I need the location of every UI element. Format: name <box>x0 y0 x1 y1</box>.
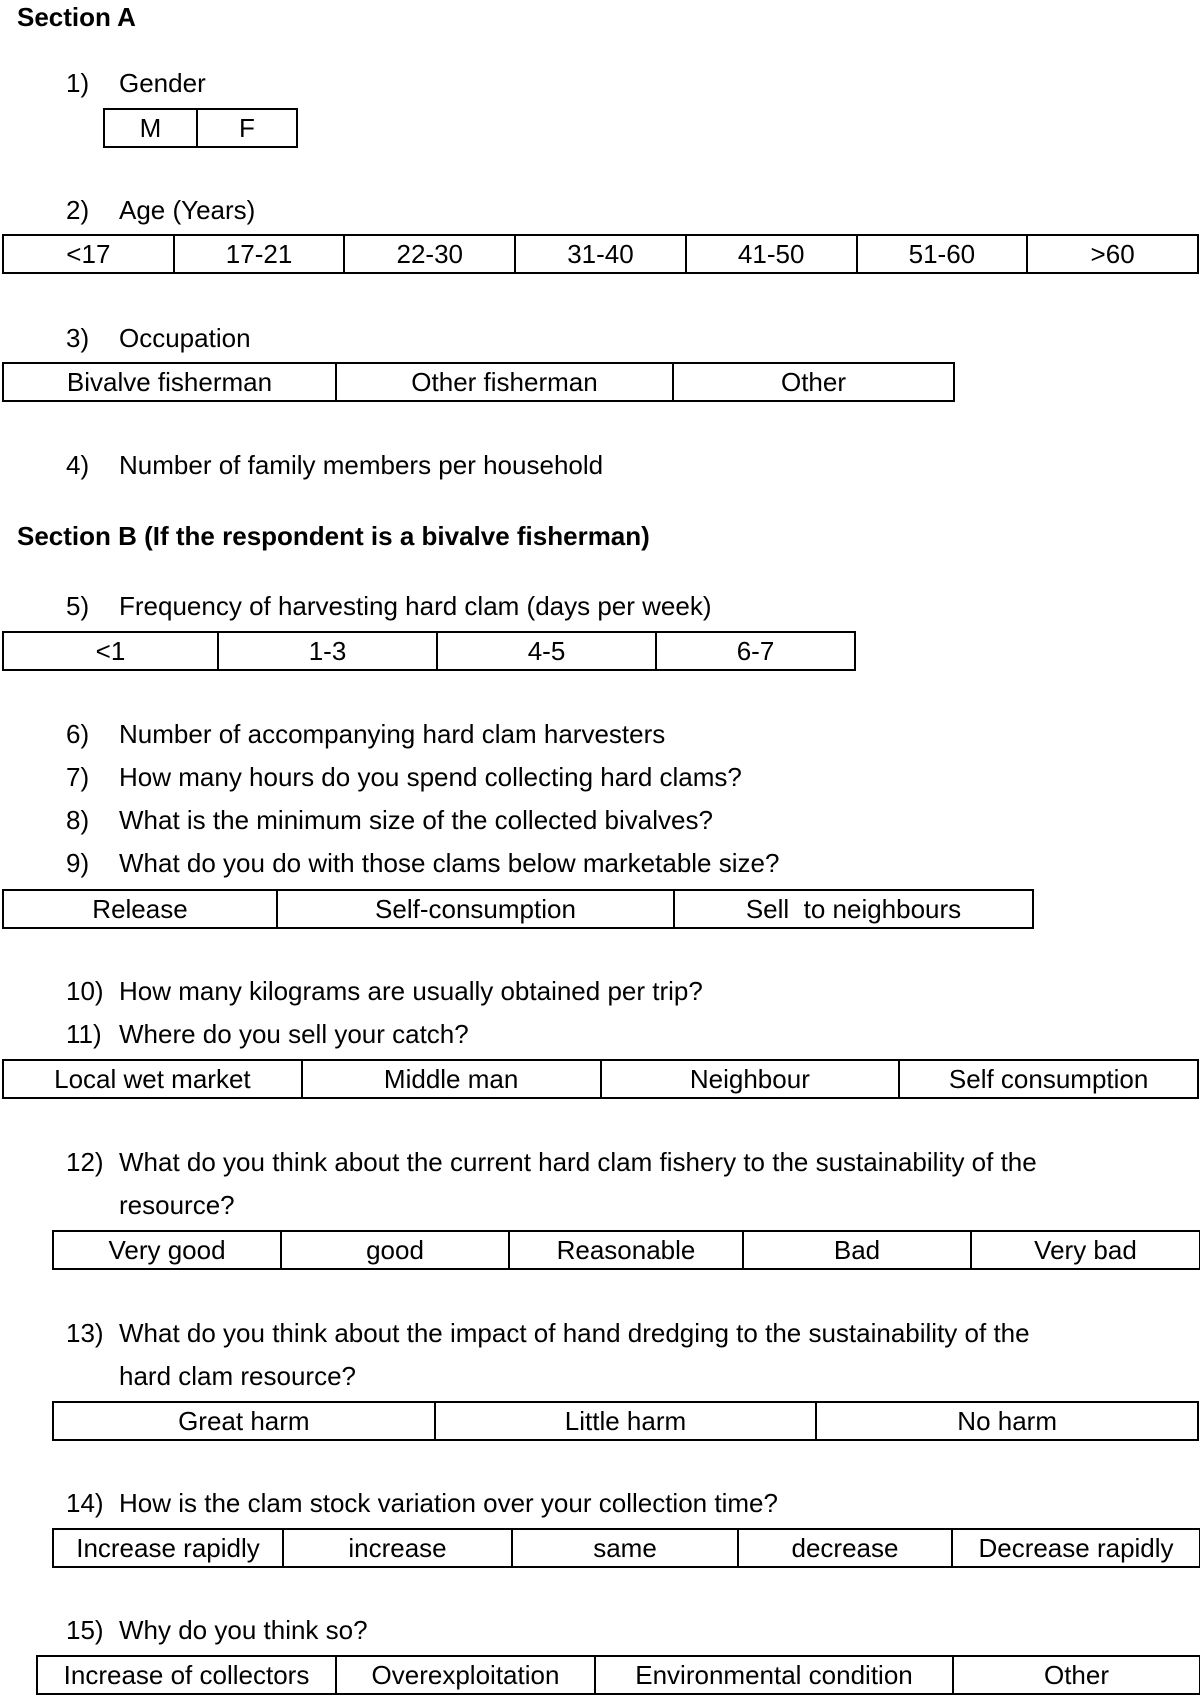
question-number: 3) <box>66 323 90 353</box>
option-cell[interactable]: decrease <box>738 1529 952 1567</box>
option-cell[interactable]: Other fisherman <box>336 363 673 401</box>
option-cell[interactable]: Release <box>3 890 277 928</box>
option-cell[interactable]: Overexploitation <box>336 1656 595 1694</box>
question-number: 6) <box>66 719 90 749</box>
option-cell[interactable]: Bad <box>743 1231 971 1269</box>
question-text: How is the clam stock variation over your collection time? <box>119 1488 778 1518</box>
section-a-title: Section A <box>17 2 136 32</box>
option-cell[interactable]: 4-5 <box>437 632 656 670</box>
question-text: Why do you think so? <box>119 1615 368 1645</box>
option-cell[interactable]: Reasonable <box>509 1231 743 1269</box>
question-text: Number of accompanying hard clam harvesters <box>119 719 666 749</box>
question-number: 7) <box>66 762 90 792</box>
section-b-title: Section B (If the respondent is a bivalve fisherman) <box>17 521 650 551</box>
option-cell[interactable]: Increase of collectors <box>37 1656 336 1694</box>
option-cell[interactable]: <1 <box>3 632 218 670</box>
option-cell[interactable]: Neighbour <box>601 1060 900 1098</box>
option-cell[interactable]: 1-3 <box>218 632 437 670</box>
question-text: Frequency of harvesting hard clam (days per week) <box>119 591 712 621</box>
question-number: 9) <box>66 848 90 878</box>
option-cell[interactable]: >60 <box>1027 235 1198 273</box>
question-number: 1) <box>66 68 90 98</box>
question-text: How many hours do you spend collecting hard clams? <box>119 762 742 792</box>
question-number: 2) <box>66 195 90 225</box>
reason-options <box>36 1655 1200 1695</box>
option-cell[interactable]: <17 <box>3 235 174 273</box>
option-cell[interactable]: Middle man <box>302 1060 601 1098</box>
option-cell[interactable]: F <box>197 109 297 147</box>
question-text: Age (Years) <box>119 195 256 225</box>
option-cell[interactable]: 17-21 <box>174 235 345 273</box>
option-cell[interactable]: Decrease rapidly <box>952 1529 1200 1567</box>
question-number: 15) <box>66 1615 104 1645</box>
question-text: Number of family members per household <box>119 450 604 480</box>
option-cell[interactable]: 22-30 <box>344 235 515 273</box>
option-cell[interactable]: Sell to neighbours <box>674 890 1033 928</box>
option-cell[interactable]: 31-40 <box>515 235 686 273</box>
option-cell[interactable]: No harm <box>816 1402 1198 1440</box>
gender-options <box>103 108 298 148</box>
option-cell[interactable]: Great harm <box>53 1402 435 1440</box>
option-cell[interactable]: 6-7 <box>656 632 855 670</box>
option-cell[interactable]: same <box>512 1529 738 1567</box>
option-cell[interactable]: increase <box>283 1529 512 1567</box>
option-cell[interactable]: Local wet market <box>3 1060 302 1098</box>
option-cell[interactable]: Very bad <box>971 1231 1200 1269</box>
question-text: What is the minimum size of the collected bivalves? <box>119 805 713 835</box>
occupation-options <box>2 362 955 402</box>
question-text: What do you think about the impact of hand dredging to the sustainability of the <box>119 1318 1030 1348</box>
option-cell[interactable]: good <box>281 1231 509 1269</box>
option-cell[interactable]: 51-60 <box>857 235 1028 273</box>
question-number: 10) <box>66 976 104 1006</box>
option-cell[interactable]: M <box>104 109 197 147</box>
option-cell[interactable]: Self consumption <box>899 1060 1198 1098</box>
question-number: 11) <box>66 1019 102 1049</box>
option-cell[interactable]: Very good <box>53 1231 281 1269</box>
question-number: 5) <box>66 591 90 621</box>
question-text: What do you think about the current hard clam fishery to the sustainability of the <box>119 1147 1037 1177</box>
question-text: resource? <box>119 1190 235 1220</box>
question-number: 14) <box>66 1488 104 1518</box>
question-text: Occupation <box>119 323 251 353</box>
option-cell[interactable]: Other <box>953 1656 1200 1694</box>
option-cell[interactable]: Bivalve fisherman <box>3 363 336 401</box>
frequency-options <box>2 631 856 671</box>
question-number: 12) <box>66 1147 104 1177</box>
dredging-impact-options <box>52 1401 1199 1441</box>
option-cell[interactable]: Little harm <box>435 1402 817 1440</box>
fishery-sustainability-options <box>52 1230 1200 1270</box>
age-options <box>2 234 1199 274</box>
question-number: 13) <box>66 1318 104 1348</box>
question-text: What do you do with those clams below marketable size? <box>119 848 780 878</box>
question-number: 4) <box>66 450 90 480</box>
question-text: Gender <box>119 68 206 98</box>
option-cell[interactable]: Environmental condition <box>595 1656 953 1694</box>
question-number: 8) <box>66 805 90 835</box>
option-cell[interactable]: Self-consumption <box>277 890 674 928</box>
undersize-options <box>2 889 1034 929</box>
question-text: hard clam resource? <box>119 1361 356 1391</box>
stock-variation-options <box>52 1528 1200 1568</box>
question-text: How many kilograms are usually obtained per trip? <box>119 976 703 1006</box>
question-text: Where do you sell your catch? <box>119 1019 469 1049</box>
option-cell[interactable]: Increase rapidly <box>53 1529 283 1567</box>
option-cell[interactable]: Other <box>673 363 954 401</box>
sales-options <box>2 1059 1199 1099</box>
option-cell[interactable]: 41-50 <box>686 235 857 273</box>
